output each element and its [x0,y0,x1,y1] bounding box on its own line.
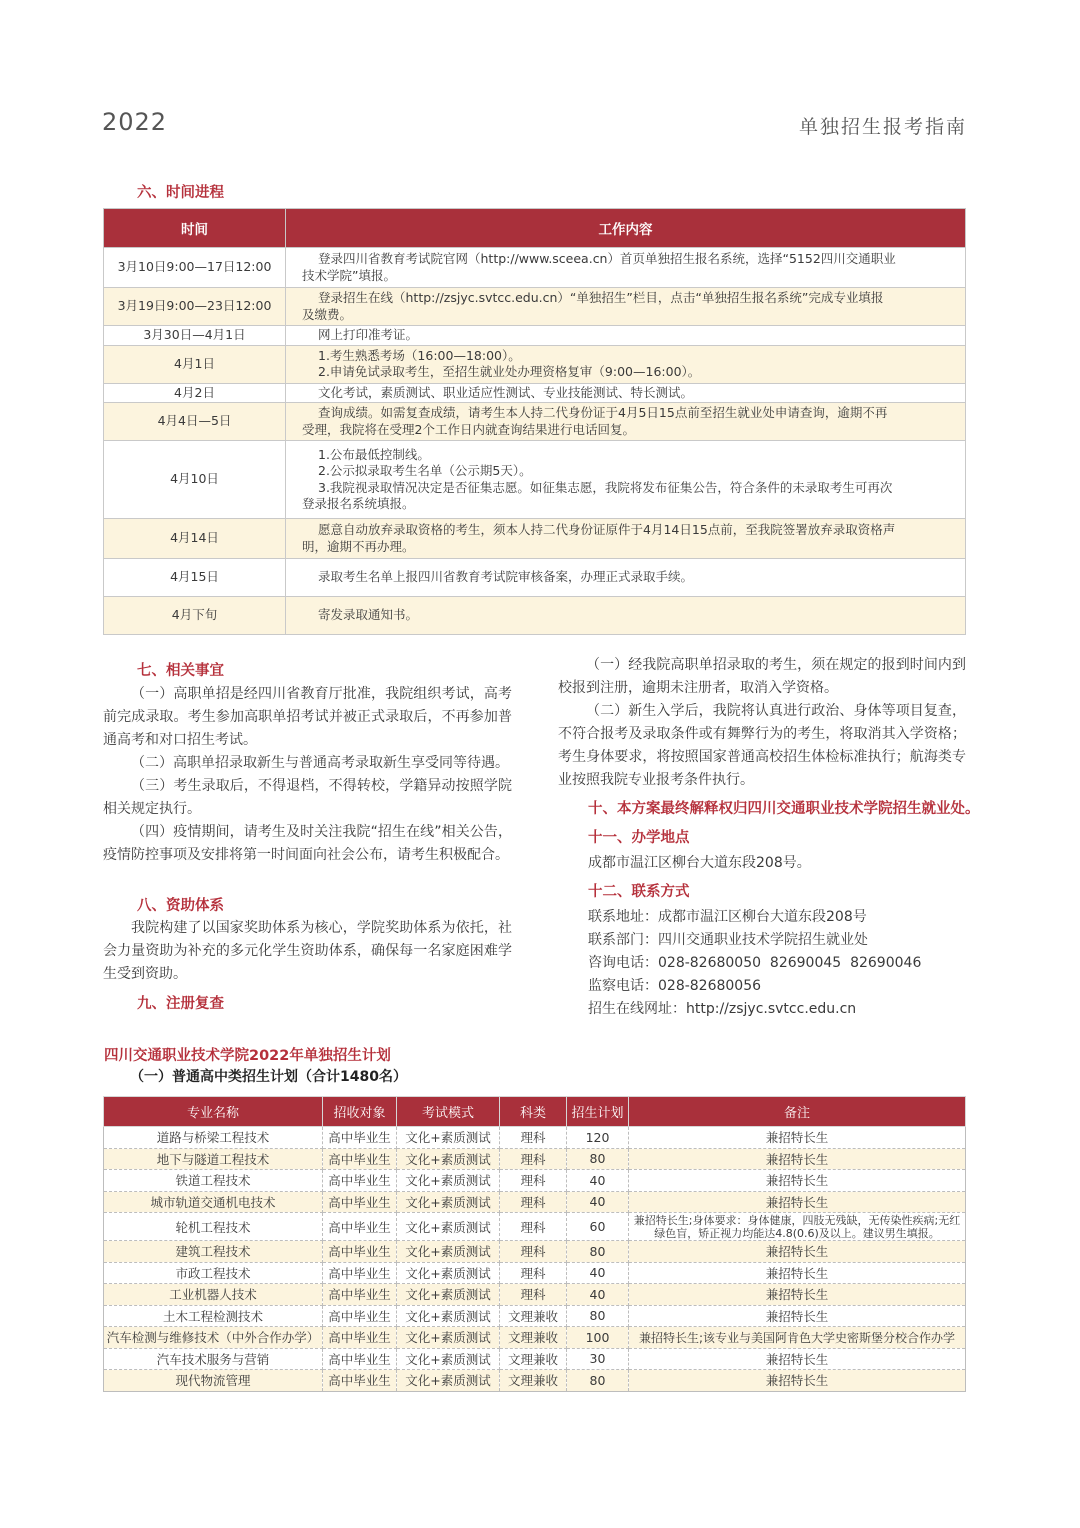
plan-note: 兼招特长生 [629,1148,966,1170]
plan-row [104,1127,966,1149]
schedule-time: 4月4日—5日 [104,403,286,441]
plan-major: 汽车检测与维修技术（中外合作办学） [104,1327,323,1349]
schedule-content-line: 2.公示拟录取考生名单（公示期5天）。 [318,463,532,478]
plan-category: 文理兼收 [500,1370,567,1392]
plan-category: 理科 [500,1213,567,1241]
plan-exam: 文化+素质测试 [397,1191,500,1213]
schedule-row [104,345,966,383]
plan-quota: 40 [567,1170,629,1192]
schedule-time: 4月2日 [104,383,286,403]
schedule-row [104,326,966,346]
schedule-content-line: 1.公布最低控制线。 [318,446,430,462]
plan-target: 高中毕业生 [323,1127,397,1149]
plan-quota: 30 [567,1348,629,1370]
schedule-content-line: 及缴费。 [302,306,353,322]
plan-major: 现代物流管理 [104,1370,323,1392]
plan-note: 兼招特长生 [629,1241,966,1263]
plan-note: 兼招特长生 [629,1262,966,1284]
plan-target: 高中毕业生 [323,1213,397,1241]
plan-header-target: 招收对象 [323,1097,397,1127]
plan-row [104,1370,966,1392]
section-8-para: 我院构建了以国家奖助体系为核心，学院奖助体系为依托，社会力量资助为补充的多元化学生资助体系，确保每一名家庭困难学生受到资助。 [103,920,512,982]
school-address: 成都市温江区柳台大道东段208号。 [588,855,811,871]
schedule-time: 3月19日9:00—23日12:00 [104,288,286,326]
plan-quota: 60 [567,1213,629,1241]
plan-target: 高中毕业生 [323,1327,397,1349]
schedule-row [104,288,966,326]
plan-major: 汽车技术服务与营销 [104,1348,323,1370]
plan-exam: 文化+素质测试 [397,1170,500,1192]
plan-major: 城市轨道交通机电技术 [104,1191,323,1213]
plan-category: 文理兼收 [500,1348,567,1370]
plan-exam: 文化+素质测试 [397,1305,500,1327]
section-7-para: （二）高职单招录取新生与普通高考录取新生享受同等待遇。 [131,755,509,771]
plan-major: 土木工程检测技术 [104,1305,323,1327]
schedule-table [103,208,966,635]
schedule-row [104,403,966,441]
schedule-content-line: 技术学院”填报。 [302,267,396,283]
schedule-time: 4月14日 [104,519,286,559]
plan-note: 兼招特长生 [629,1370,966,1392]
schedule-time: 4月15日 [104,559,286,597]
plan-target: 高中毕业生 [323,1148,397,1170]
plan-row [104,1170,966,1192]
schedule-time: 3月30日—4月1日 [104,326,286,346]
schedule-row [104,519,966,559]
plan-header-exam: 考试模式 [397,1097,500,1127]
plan-major: 市政工程技术 [104,1262,323,1284]
plan-exam: 文化+素质测试 [397,1241,500,1263]
schedule-row [104,383,966,403]
section-7-para: （三）考生录取后，不得退档，不得转校，学籍异动按照学院相关规定执行。 [103,778,512,817]
plan-quota: 40 [567,1284,629,1306]
plan-row [104,1148,966,1170]
plan-note: 兼招特长生 [629,1305,966,1327]
schedule-time: 3月10日9:00—17日12:00 [104,248,286,288]
plan-major: 铁道工程技术 [104,1170,323,1192]
schedule-row [104,441,966,519]
plan-category: 理科 [500,1170,567,1192]
schedule-content [286,403,966,441]
schedule-row [104,597,966,635]
plan-category: 理科 [500,1148,567,1170]
section-12-title: 十二、联系方式 [588,884,690,900]
plan-quota: 40 [567,1262,629,1284]
contact-phone: 咨询电话：028-82680050 82690045 82690046 [588,955,922,971]
contact-department: 联系部门：四川交通职业技术学院招生就业处 [588,932,868,948]
plan-major: 建筑工程技术 [104,1241,323,1263]
plan-target: 高中毕业生 [323,1305,397,1327]
contact-address: 联系地址：成都市温江区柳台大道东段208号 [588,909,867,925]
plan-row [104,1284,966,1306]
schedule-content-line: 录取考生名单上报四川省教育考试院审核备案，办理正式录取手续。 [318,569,694,585]
schedule-content [286,345,966,383]
plan-row [104,1191,966,1213]
plan-exam: 文化+素质测试 [397,1148,500,1170]
plan-row [104,1348,966,1370]
schedule-content-line: 寄发录取通知书。 [318,607,419,623]
schedule-content-line: 受理，我院将在受理2个工作日内就查询结果进行电话回复。 [302,421,635,437]
plan-category: 文理兼收 [500,1305,567,1327]
plan-target: 高中毕业生 [323,1191,397,1213]
plan-target: 高中毕业生 [323,1284,397,1306]
section-6-title: 六、时间进程 [137,185,224,201]
plan-target: 高中毕业生 [323,1262,397,1284]
section-8-title: 八、资助体系 [137,898,224,914]
header-title: 单独招生报考指南 [798,116,967,138]
plan-note: 兼招特长生 [629,1191,966,1213]
plan-exam: 文化+素质测试 [397,1370,500,1392]
plan-note: 兼招特长生 [629,1127,966,1149]
schedule-row [104,559,966,597]
plan-quota: 80 [567,1241,629,1263]
schedule-content-line: 明，逾期不再办理。 [302,538,415,554]
plan-note: 兼招特长生;该专业与美国阿肯色大学史密斯堡分校合作办学 [629,1327,966,1349]
plan-note: 兼招特长生;身体要求：身体健康，四肢无残缺，无传染性疾病;无红绿色盲，矫正视力均能达4.8(0.6)及以上。建议男生填报。 [629,1213,966,1241]
plan-header-major: 专业名称 [104,1097,323,1127]
plan-header-note: 备注 [629,1097,966,1127]
plan-header-category: 科类 [500,1097,567,1127]
plan-quota: 80 [567,1305,629,1327]
section-8-body [103,917,512,986]
plan-exam: 文化+素质测试 [397,1262,500,1284]
schedule-time: 4月1日 [104,345,286,383]
plan-exam: 文化+素质测试 [397,1327,500,1349]
schedule-content [286,288,966,326]
plan-major: 地下与隧道工程技术 [104,1148,323,1170]
schedule-header-content: 工作内容 [286,209,966,248]
section-7-para: （一）高职单招是经四川省教育厅批准，我院组织考试，高考前完成录取。考生参加高职单招考试并被正式录取后，不再参加普通高考和对口招生考试。 [103,686,512,748]
plan-exam: 文化+素质测试 [397,1213,500,1241]
section-9-para: （一）经我院高职单招录取的考生，须在规定的报到时间内到校报到注册，逾期未注册者，取消入学资格。 [558,657,966,696]
plan-exam: 文化+素质测试 [397,1348,500,1370]
section-7-para: （四）疫情期间，请考生及时关注我院“招生在线”相关公告，疫情防控事项及安排将第一时间面向社会公布，请考生积极配合。 [103,824,512,863]
schedule-header-row [104,209,966,248]
plan-exam: 文化+素质测试 [397,1127,500,1149]
plan-exam: 文化+素质测试 [397,1284,500,1306]
schedule-content-line: 查询成绩。如需复查成绩，请考生本人持二代身份证于4月5日15点前至招生就业处申请查询，逾期不再 [318,405,888,420]
plan-note: 兼招特长生 [629,1284,966,1306]
schedule-header-time: 时间 [104,209,286,248]
plan-major: 工业机器人技术 [104,1284,323,1306]
section-7-body [103,683,512,867]
plan-note: 兼招特长生 [629,1348,966,1370]
plan-row [104,1241,966,1263]
schedule-content-line: 网上打印准考证。 [318,327,419,342]
plan-major: 轮机工程技术 [104,1213,323,1241]
plan-quota: 120 [567,1127,629,1149]
section-9-body [558,654,966,792]
schedule-content-line: 登录招生在线（http://zsjyc.svtcc.edu.cn）“单独招生”栏目，点击“单独招生报名系统”完成专业填报 [318,290,884,305]
plan-category: 理科 [500,1241,567,1263]
schedule-time: 4月10日 [104,441,286,519]
section-7-title: 七、相关事宜 [137,663,224,679]
schedule-content [286,326,966,346]
plan-category: 理科 [500,1191,567,1213]
plan-quota: 80 [567,1370,629,1392]
plan-title: 四川交通职业技术学院2022年单独招生计划 [104,1048,391,1064]
supervision-phone: 监察电话：028-82680056 [588,978,762,994]
plan-subtitle: （一）普通高中类招生计划（合计1480名） [130,1069,407,1085]
plan-note: 兼招特长生 [629,1170,966,1192]
section-10-title: 十、本方案最终解释权归四川交通职业技术学院招生就业处。 [588,801,980,817]
plan-header-row [104,1097,966,1127]
schedule-content-line: 2.申请免试录取考生，至招生就业处办理资格复审（9:00—16:00）。 [318,364,701,379]
schedule-content-line: 登录报名系统填报。 [302,496,415,511]
plan-category: 理科 [500,1262,567,1284]
schedule-content [286,383,966,403]
plan-target: 高中毕业生 [323,1370,397,1392]
header-year: 2022 [102,108,168,136]
plan-table [103,1096,966,1392]
plan-row [104,1327,966,1349]
plan-category: 文理兼收 [500,1327,567,1349]
plan-target: 高中毕业生 [323,1170,397,1192]
plan-row [104,1262,966,1284]
schedule-content [286,248,966,288]
schedule-content-line: 文化考试，素质测试、职业适应性测试、专业技能测试、特长测试。 [318,384,694,400]
schedule-content-line: 愿意自动放弃录取资格的考生，须本人持二代身份证原件于4月14日15点前，至我院签署放弃录取资格声 [318,522,896,537]
plan-quota: 80 [567,1148,629,1170]
section-9-para: （二）新生入学后，我院将认真进行政治、身体等项目复查，不符合报考及录取条件或有舞弊行为的考生，将取消其入学资格；考生身体要求，将按照国家普通高校招生体检标准执行；航海类专业按照我院专业报考条件执行。 [558,703,966,788]
plan-category: 理科 [500,1127,567,1149]
schedule-content [286,559,966,597]
section-11-title: 十一、办学地点 [588,830,690,846]
plan-target: 高中毕业生 [323,1348,397,1370]
schedule-content-line: 3.我院视录取情况决定是否征集志愿。如征集志愿，我院将发布征集公告，符合条件的未录取考生可再次 [318,479,893,495]
plan-row [104,1305,966,1327]
plan-major: 道路与桥梁工程技术 [104,1127,323,1149]
schedule-content [286,519,966,559]
admission-website: 招生在线网址：http://zsjyc.svtcc.edu.cn [588,1001,857,1017]
schedule-time: 4月下旬 [104,597,286,635]
plan-row [104,1213,966,1241]
plan-header-quota: 招生计划 [567,1097,629,1127]
plan-quota: 100 [567,1327,629,1349]
schedule-row [104,248,966,288]
schedule-content-line: 1.考生熟悉考场（16:00—18:00）。 [318,347,521,363]
plan-category: 理科 [500,1284,567,1306]
schedule-content-line: 登录四川省教育考试院官网（http://www.sceea.cn）首页单独招生报名系统，选择“5152四川交通职业 [318,251,896,266]
schedule-content [286,597,966,635]
plan-target: 高中毕业生 [323,1241,397,1263]
plan-quota: 40 [567,1191,629,1213]
schedule-content [286,441,966,519]
section-9-title: 九、注册复查 [137,996,224,1012]
